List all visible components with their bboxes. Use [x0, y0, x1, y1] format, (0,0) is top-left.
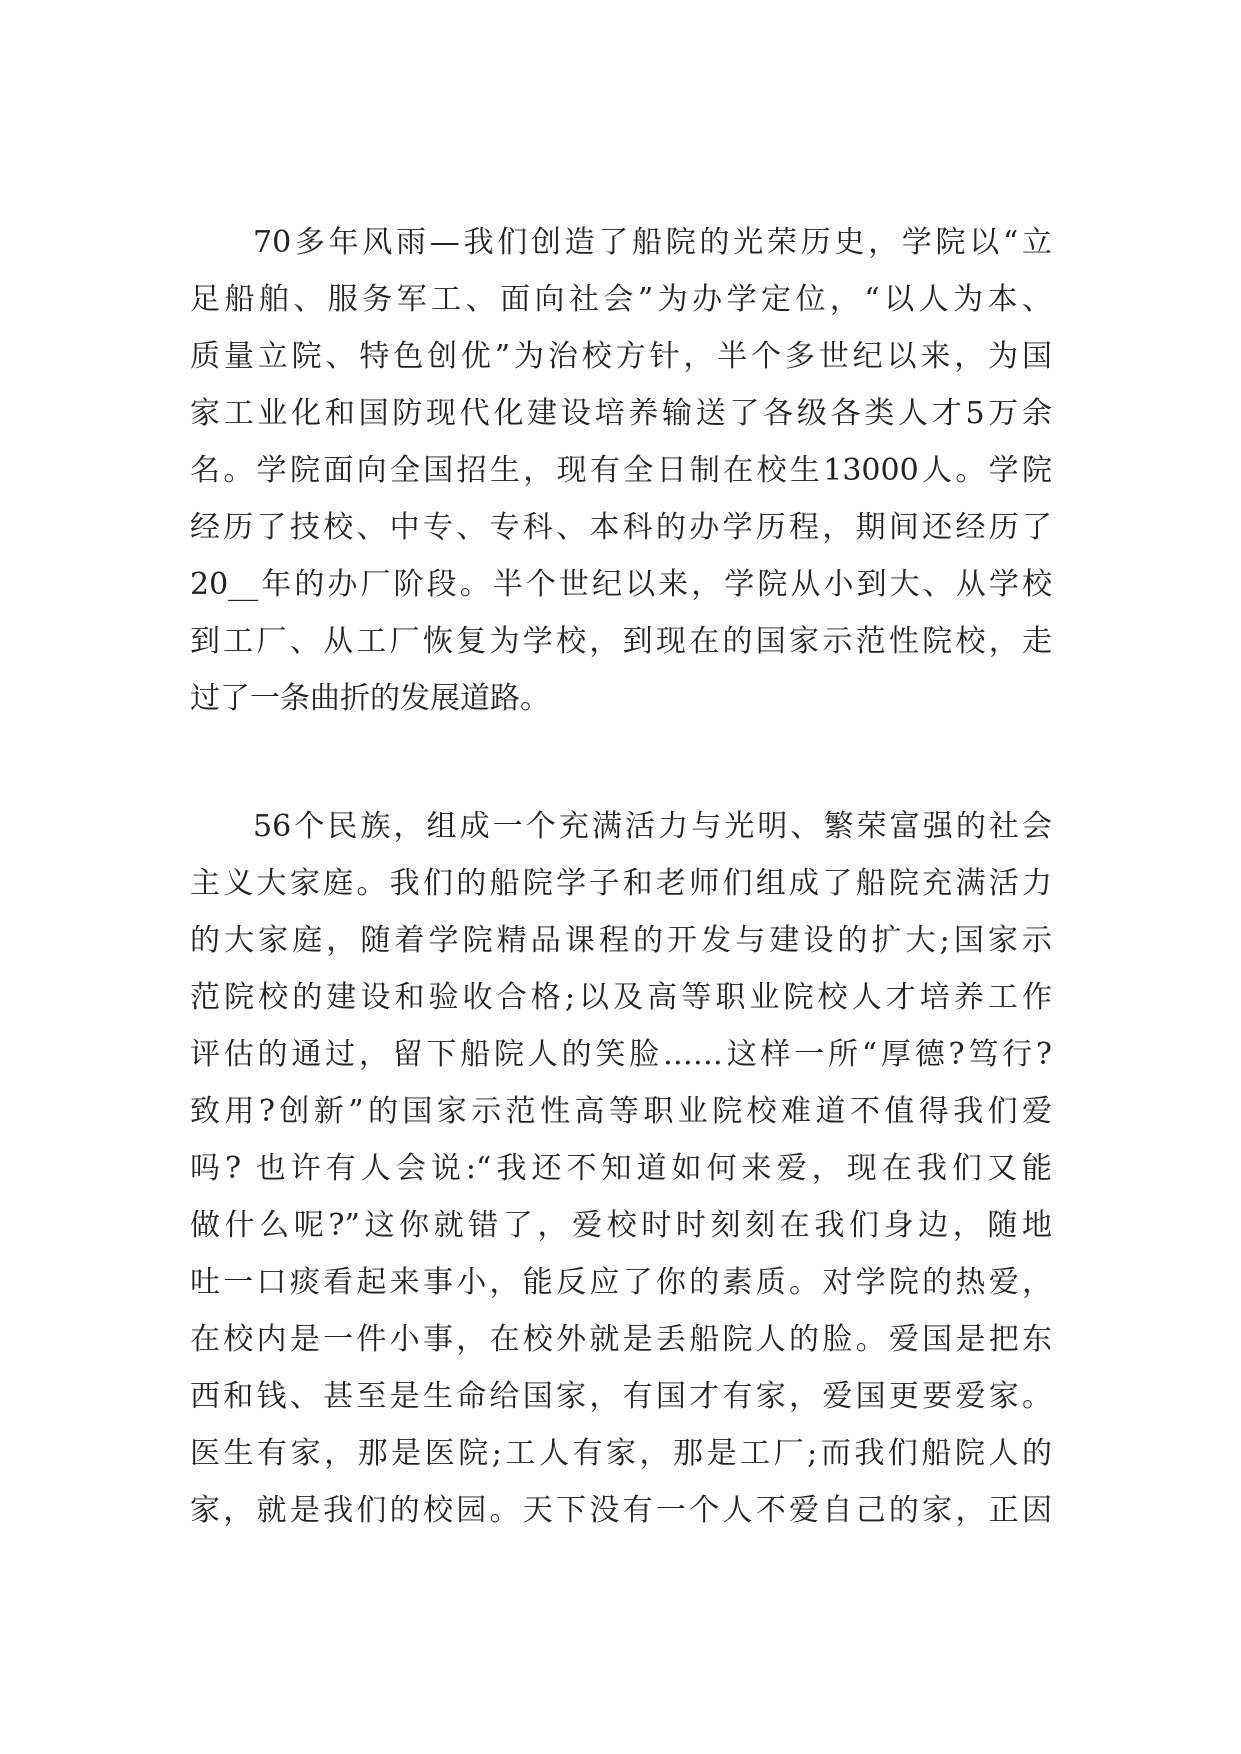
- paragraph-line: 56个民族，组成一个充满活力与光明、繁荣富强的社会: [253, 809, 1052, 844]
- paragraph-line: 经历了技校、中专、专科、本科的办学历程，期间还经历了: [190, 510, 1052, 545]
- paragraph-line: 西和钱、甚至是生命给国家，有国才有家，爱国更要爱家。: [190, 1379, 1052, 1414]
- paragraph-line: 做什么呢?”这你就错了，爱校时时刻刻在我们身边，随地: [190, 1208, 1052, 1243]
- paragraph-history: [190, 214, 1052, 727]
- paragraph-line: 20__年的办厂阶段。半个世纪以来，学院从小到大、从学校: [190, 567, 1052, 602]
- paragraph-family: [190, 798, 1052, 1539]
- paragraph-line: 家工业化和国防现代化建设培养输送了各级各类人才5万余: [190, 396, 1052, 431]
- paragraph-line: 家，就是我们的校园。天下没有一个人不爱自己的家，正因: [190, 1493, 1052, 1528]
- paragraph-line: 范院校的建设和验收合格;以及高等职业院校人才培养工作: [190, 980, 1052, 1015]
- paragraph-line: 过了一条曲折的发展道路。: [190, 681, 550, 716]
- paragraph-line: 的大家庭，随着学院精品课程的开发与建设的扩大;国家示: [190, 923, 1052, 958]
- paragraph-line: 医生有家，那是医院;工人有家，那是工厂;而我们船院人的: [190, 1436, 1052, 1471]
- paragraph-line: 致用?创新”的国家示范性高等职业院校难道不值得我们爱: [190, 1094, 1052, 1129]
- paragraph-line: 足船舶、服务军工、面向社会”为办学定位，“以人为本、: [190, 282, 1052, 317]
- paragraph-line: 70多年风雨—我们创造了船院的光荣历史，学院以“立: [253, 225, 1052, 260]
- paragraph-line: 吗? 也许有人会说:“我还不知道如何来爱，现在我们又能: [190, 1151, 1052, 1186]
- paragraph-line: 评估的通过，留下船院人的笑脸……这样一所“厚德?笃行?: [190, 1037, 1052, 1072]
- paragraph-line: 主义大家庭。我们的船院学子和老师们组成了船院充满活力: [190, 866, 1052, 901]
- paragraph-line: 在校内是一件小事，在校外就是丢船院人的脸。爱国是把东: [190, 1322, 1052, 1357]
- paragraph-line: 质量立院、特色创优”为治校方针，半个多世纪以来，为国: [190, 339, 1052, 374]
- paragraph-line: 名。学院面向全国招生，现有全日制在校生13000人。学院: [190, 453, 1052, 488]
- paragraph-line: 到工厂、从工厂恢复为学校，到现在的国家示范性院校，走: [190, 624, 1052, 659]
- paragraph-line: 吐一口痰看起来事小，能反应了你的素质。对学院的热爱，: [190, 1265, 1052, 1300]
